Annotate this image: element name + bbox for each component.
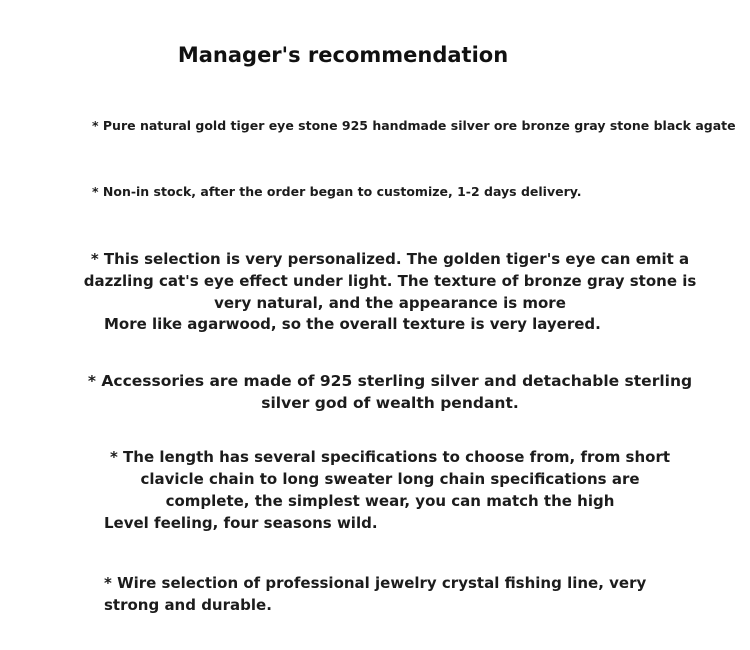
paragraph-selection: [0, 248, 750, 314]
paragraph-length: [0, 446, 750, 512]
paragraph-selection-line: very natural, and the appearance is more: [214, 294, 566, 312]
paragraph-wire-line: * Wire selection of professional jewelry crystal fishing line, very: [104, 574, 647, 592]
paragraph-wire-line: strong and durable.: [104, 596, 272, 614]
paragraph-delivery: * Non-in stock, after the order began to customize, 1-2 days delivery.: [92, 184, 582, 199]
paragraph-wire: [104, 572, 646, 616]
paragraph-selection-line: * This selection is very personalized. The golden tiger's eye can emit a: [90, 250, 690, 268]
paragraph-selection-line: dazzling cat's eye effect under light. The texture of bronze gray stone is: [83, 272, 697, 290]
paragraph-length-line: complete, the simplest wear, you can match the high: [165, 492, 615, 510]
paragraph-length-line: * The length has several specifications to choose from, from short: [109, 448, 671, 466]
paragraph-selection-continued: More like agarwood, so the overall texture is very layered.: [104, 315, 601, 333]
page-title: Manager's recommendation: [177, 43, 509, 67]
paragraph-length-continued: Level feeling, four seasons wild.: [104, 514, 378, 532]
paragraph-accessories-line: * Accessories are made of 925 sterling silver and detachable sterling: [87, 372, 693, 390]
paragraph-length-line: clavicle chain to long sweater long chain specifications are: [140, 470, 640, 488]
paragraph-material: * Pure natural gold tiger eye stone 925 handmade silver ore bronze gray stone black agate: [92, 118, 736, 133]
paragraph-accessories-line: silver god of wealth pendant.: [261, 394, 519, 412]
paragraph-accessories: [0, 370, 750, 414]
